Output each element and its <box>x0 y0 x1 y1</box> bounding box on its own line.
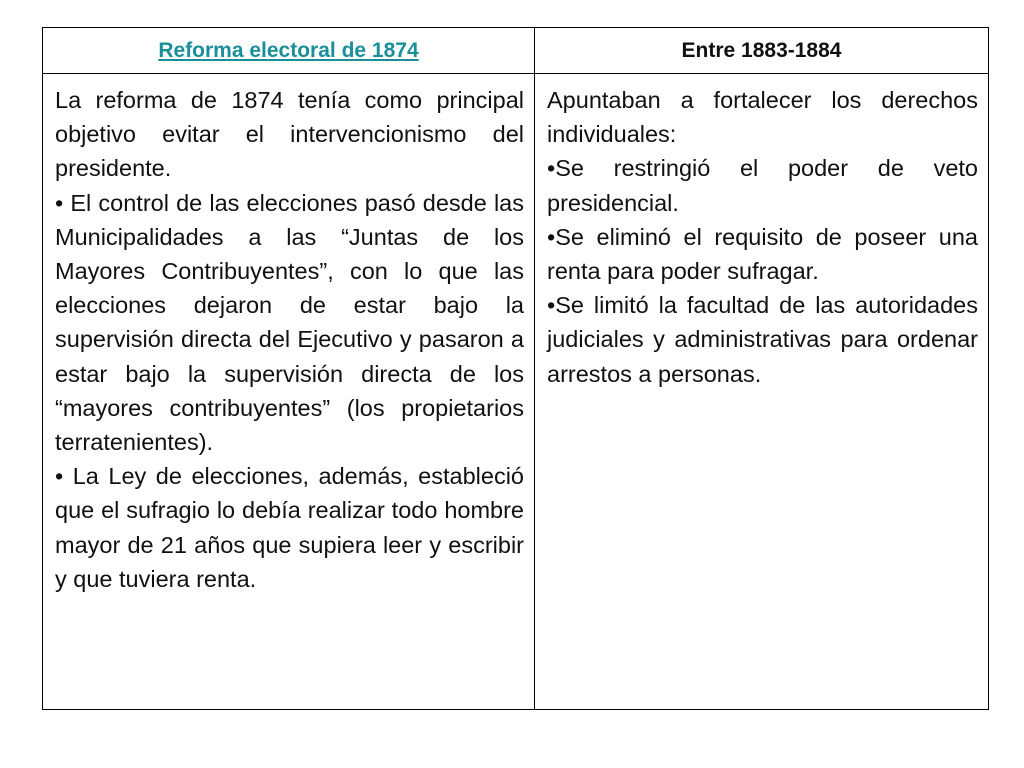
left-paragraph-intro: La reforma de 1874 tenía como principal objetivo evitar el intervencionismo del presidente. <box>55 87 524 182</box>
right-paragraph-bullet-veto: •Se restringió el poder de veto presidencial. <box>547 155 978 216</box>
header-cell-left <box>43 28 535 74</box>
table-header-row <box>43 28 989 74</box>
header-cell-right <box>535 28 989 74</box>
body-cell-right <box>535 74 989 710</box>
left-paragraph-bullet-control: • El control de las elecciones pasó desde las Municipalidades a las “Juntas de los Mayores Contribuyentes”, con lo que las elecciones dejaron de estar bajo la supervisión directa del Ejecutivo y pasaron a estar bajo la supervisión directa de los “mayores contribuyentes” (los propietarios terratenientes). <box>55 189 524 456</box>
right-paragraph-bullet-renta: •Se eliminó el requisito de poseer una renta para poder sufragar. <box>547 223 978 285</box>
reforma-1874-link[interactable]: Reforma electoral de 1874 <box>158 38 419 62</box>
comparison-table <box>42 27 989 710</box>
table-body-row <box>43 74 989 710</box>
body-cell-left <box>43 74 535 710</box>
right-paragraph-bullet-arrestos: •Se limitó la facultad de las autoridades judiciales y administrativas para ordenar arrestos a personas. <box>547 292 978 387</box>
header-right-label: Entre 1883-1884 <box>681 38 842 62</box>
left-paragraph-bullet-ley: • La Ley de elecciones, además, estableció que el sufragio lo debía realizar todo hombre mayor de 21 años que supiera leer y escribir y que tuviera renta. <box>55 463 524 592</box>
right-paragraph-intro: Apuntaban a fortalecer los derechos individuales: <box>547 87 978 148</box>
